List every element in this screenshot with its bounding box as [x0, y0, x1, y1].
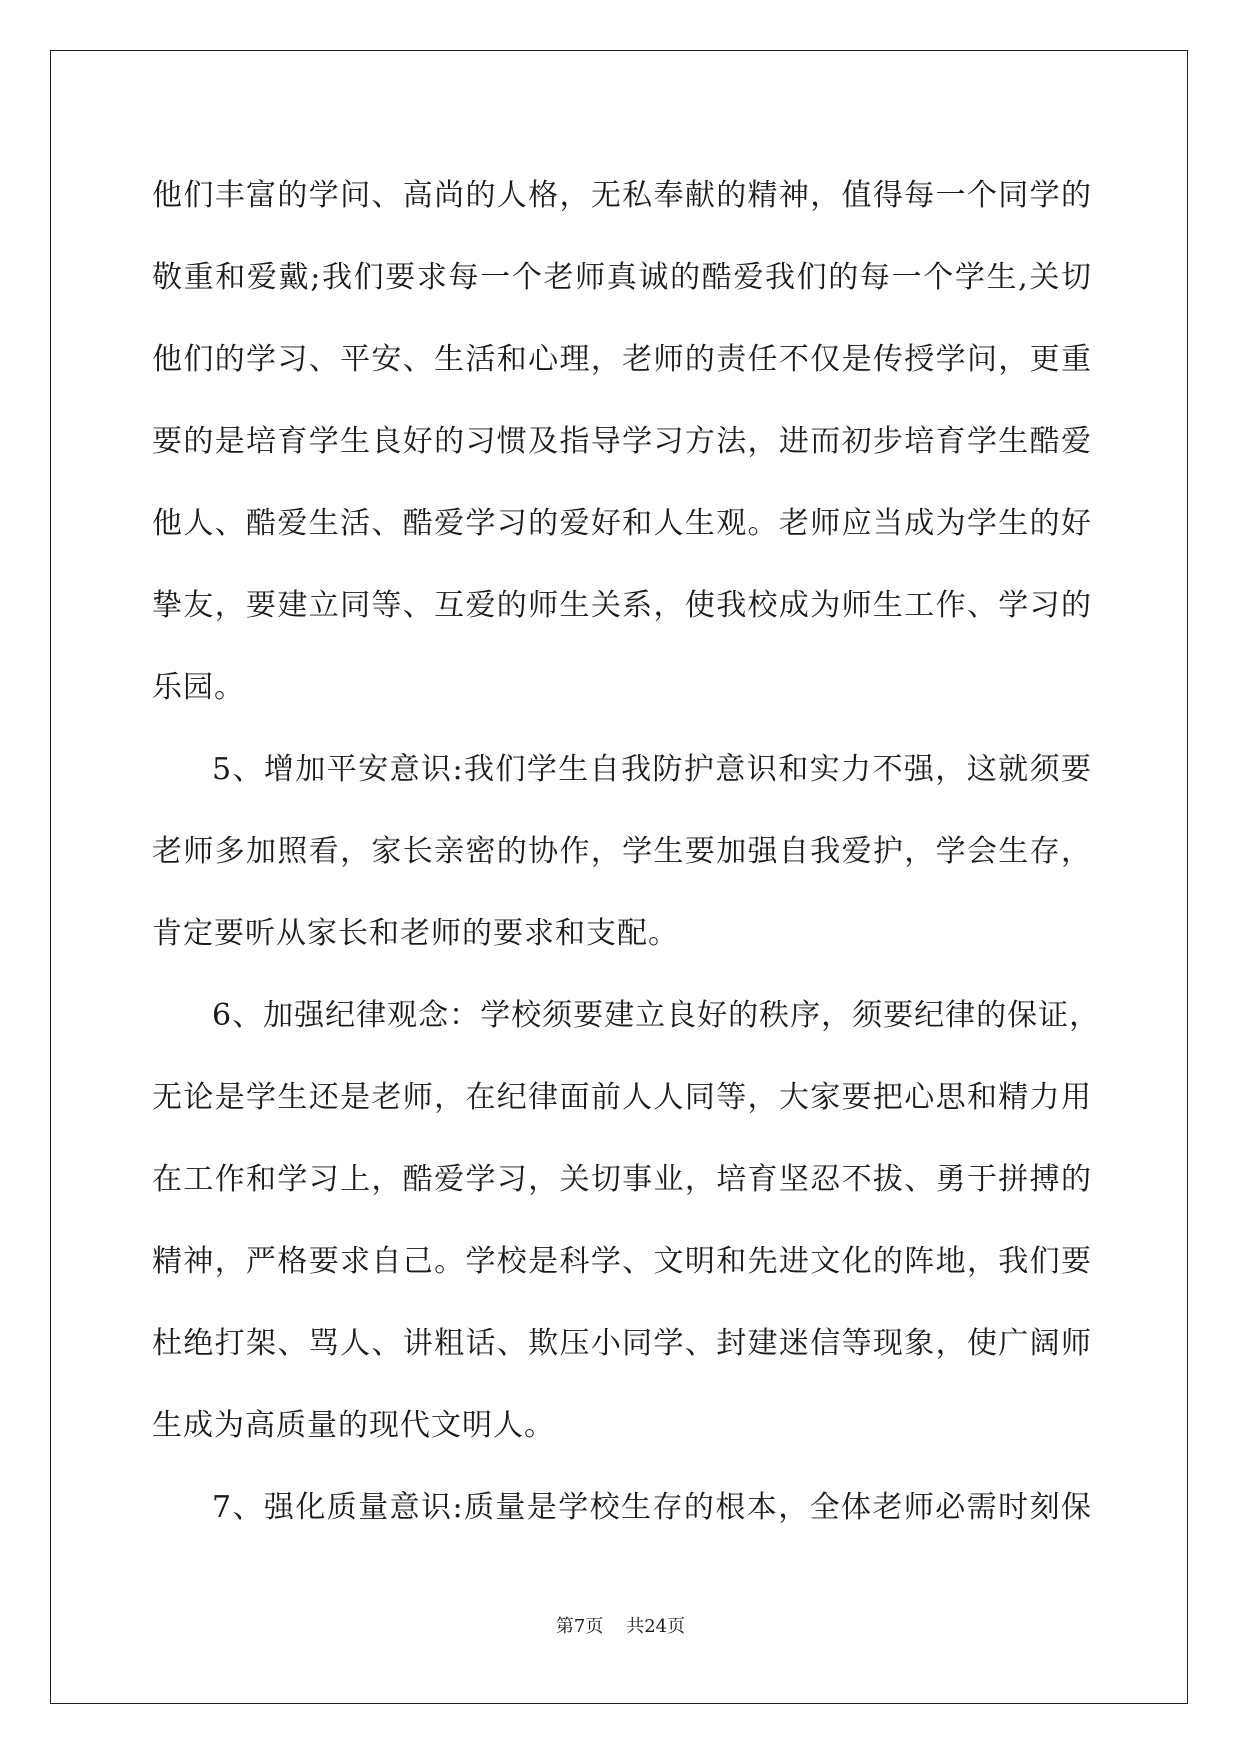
- text-line: 5、增加平安意识:我们学生自我防护意识和实力不强，这就须要: [212, 752, 1092, 787]
- text-line: 挚友，要建立同等、互爱的师生关系，使我校成为师生工作、学习的: [152, 588, 1092, 623]
- page-total: 共24页: [626, 1616, 686, 1637]
- text-line: 乐园。: [152, 670, 245, 705]
- text-line: 在工作和学习上，酷爱学习，关切事业，培育坚忍不拔、勇于拼搏的: [152, 1162, 1092, 1197]
- text-line: 杜绝打架、骂人、讲粗话、欺压小同学、封建迷信等现象，使广阔师: [152, 1326, 1092, 1361]
- text-line: 敬重和爱戴;我们要求每一个老师真诚的酷爱我们的每一个学生,关切: [152, 260, 1092, 295]
- text-line: 无论是学生还是老师，在纪律面前人人同等，大家要把心思和精力用: [152, 1080, 1092, 1115]
- document-body: [152, 155, 1101, 1549]
- text-line: 老师多加照看，家长亲密的协作，学生要加强自我爱护，学会生存，: [152, 834, 1092, 869]
- text-line: 肯定要听从家长和老师的要求和支配。: [152, 916, 679, 951]
- text-line: 精神，严格要求自己。学校是科学、文明和先进文化的阵地，我们要: [152, 1244, 1092, 1279]
- text-line: 要的是培育学生良好的习惯及指导学习方法，进而初步培育学生酷爱: [152, 424, 1092, 459]
- text-line: 生成为高质量的现代文明人。: [152, 1408, 555, 1443]
- text-line: 6、加强纪律观念：学校须要建立良好的秩序，须要纪律的保证，: [212, 998, 1101, 1033]
- text-line: 他们的学习、平安、生活和心理，老师的责任不仅是传授学问，更重: [152, 342, 1092, 377]
- text-line: 他们丰富的学问、高尚的人格，无私奉献的精神，值得每一个同学的: [152, 178, 1092, 213]
- page-footer: [0, 1612, 1241, 1638]
- page-number: 第7页: [555, 1616, 604, 1637]
- text-line: 7、强化质量意识:质量是学校生存的根本，全体老师必需时刻保: [212, 1490, 1092, 1525]
- text-line: 他人、酷爱生活、酷爱学习的爱好和人生观。老师应当成为学生的好: [152, 506, 1092, 541]
